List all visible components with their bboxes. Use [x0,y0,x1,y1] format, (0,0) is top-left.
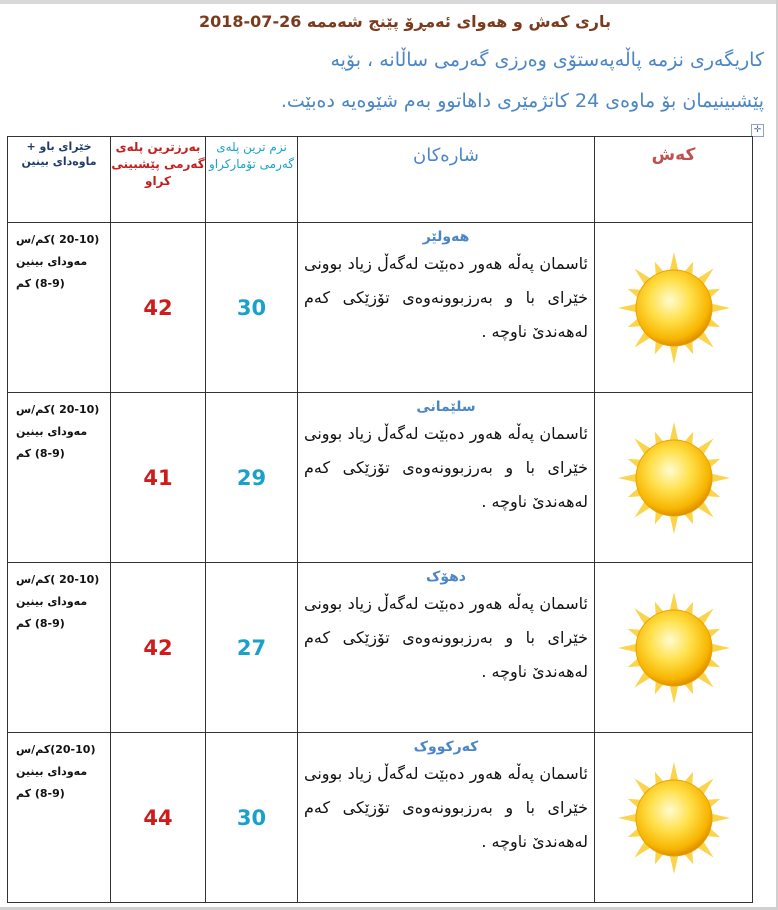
sun-ray [669,592,677,610]
min-temp-value: 27 [206,563,298,733]
table-row [8,223,753,393]
table-row [8,393,753,563]
sun-icon [614,248,734,368]
sun-ray [669,252,677,270]
min-temp-value: 30 [206,223,298,393]
sun-ray [711,643,729,651]
window-top-edge [0,0,778,4]
header-weather: کەش [595,137,753,223]
min-temp-value: 29 [206,393,298,563]
weather-description: ئاسمان پەڵە هەور دەبێت لەگەڵ زیاد بوونی خێرای با و بەرزبوونەوەی تۆزێکی کەم لەهەندێ ناوچە . [304,764,588,851]
weather-icon-cell [595,563,753,733]
city-cell [298,563,595,733]
sun-ray [618,473,636,481]
sun-ray [669,855,677,873]
weather-description: ئاسمان پەڵە هەور دەبێت لەگەڵ زیاد بوونی خێرای با و بەرزبوونەوەی تۆزێکی کەم لەهەندێ ناوچە . [304,594,588,681]
header-cities: شارەکان [298,137,595,223]
sun-ray [669,685,677,703]
sun-ray [618,643,636,651]
city-name: دهۆک [425,569,466,585]
sun-disc [636,610,712,686]
sun-ray [669,345,677,363]
weather-description: ئاسمان پەڵە هەور دەبێت لەگەڵ زیاد بوونی خێرای با و بەرزبوونەوەی تۆزێکی کەم لەهەندێ ناوچە . [304,254,588,341]
sun-ray [711,813,729,821]
sun-ray [618,813,636,821]
city-cell [298,393,595,563]
wind-visibility-cell: (20-10 )کم/س مەودای بینین (8-9) کم [8,223,111,393]
city-cell [298,223,595,393]
max-temp-value: 41 [111,393,206,563]
intro-paragraph: کاریگەری نزمە پاڵەپەستۆی وەرزی گەرمی ساڵانە ، بۆیە پێشبینیمان بۆ ماوەی 24 کاتژمێری داهاتوو بەم شێوەیە دەبێت. [280,49,764,112]
sun-ray [711,473,729,481]
header-wind-visibility: خێرای باو + ماوەدای بینین [8,137,111,223]
weather-icon-cell [595,393,753,563]
wind-visibility-cell: (20-10 )کم/س مەودای بینین (8-9) کم [8,563,111,733]
max-temp-value: 44 [111,733,206,903]
min-temp-value: 30 [206,733,298,903]
weather-icon-cell [595,733,753,903]
sun-icon [614,588,734,708]
header-min-temp: نزم ترین پلەی گەرمی تۆمارکراو [206,137,298,223]
wind-visibility-cell: (20-10 )کم/س مەودای بینین (8-9) کم [8,393,111,563]
city-name: سلێمانی [416,399,476,415]
city-cell [298,733,595,903]
sun-disc [636,270,712,346]
header-max-temp: بەرزترین پلەی گەرمی پێشبینی کراو [111,137,206,223]
sun-icon [614,418,734,538]
max-temp-value: 42 [111,563,206,733]
sun-ray [669,422,677,440]
weather-table [7,136,753,903]
city-name: کەرکووک [413,739,479,755]
weather-description: ئاسمان پەڵە هەور دەبێت لەگەڵ زیاد بوونی خێرای با و بەرزبوونەوەی تۆزێکی کەم لەهەندێ ناوچە . [304,424,588,511]
table-row [8,733,753,903]
sun-ray [669,515,677,533]
weather-icon-cell [595,223,753,393]
city-name: هەولێر [422,229,470,245]
sun-ray [711,303,729,311]
wind-visibility-cell: (20-10)کم/س مەودای بینین (8-9) کم [8,733,111,903]
table-move-handle-icon[interactable]: ✛ [751,124,764,137]
table-header-row [8,137,753,223]
sun-disc [636,780,712,856]
sun-disc [636,440,712,516]
sun-icon [614,758,734,878]
sun-ray [669,762,677,780]
page-title: باری کەش و هەوای ئەمڕۆ پێنج شەممە 26-07-2018 [199,12,611,31]
table-row [8,563,753,733]
max-temp-value: 42 [111,223,206,393]
sun-ray [618,303,636,311]
